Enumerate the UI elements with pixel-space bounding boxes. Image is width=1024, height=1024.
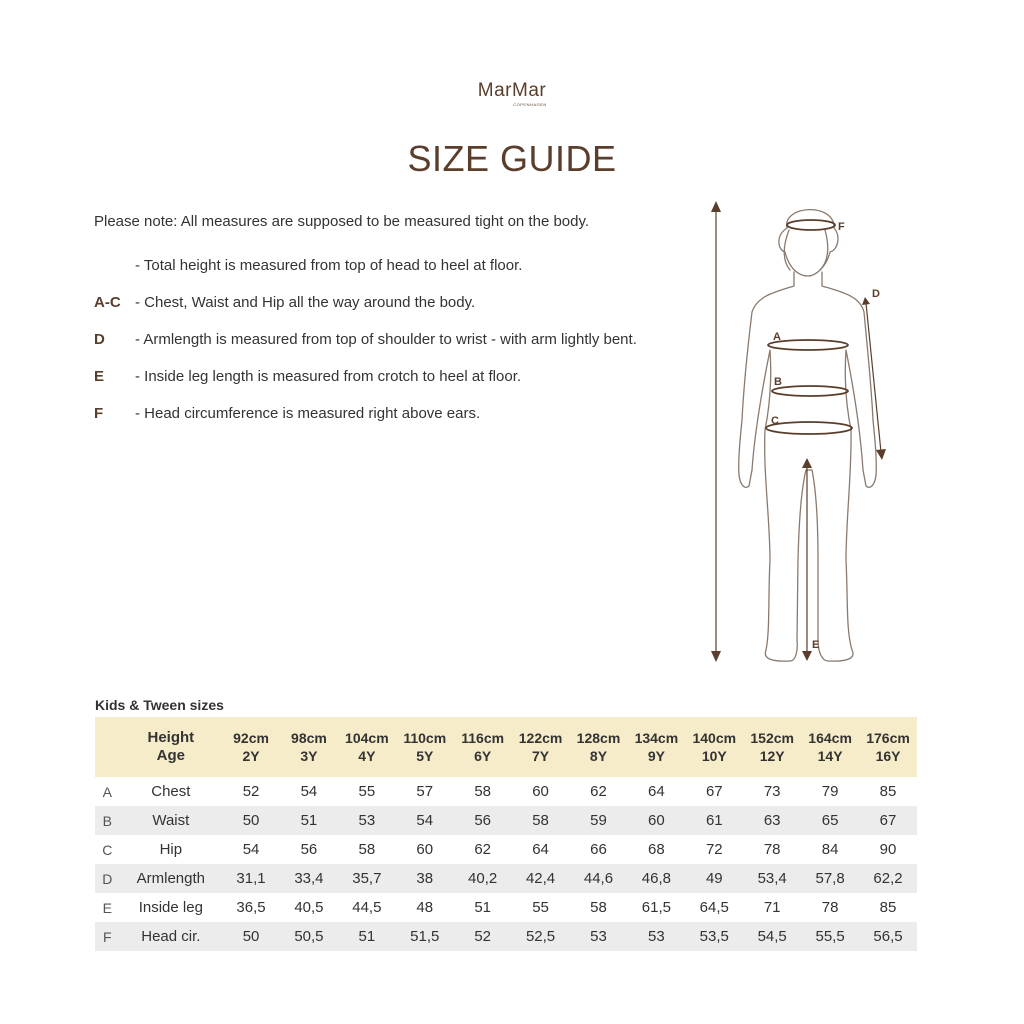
column-age: 6Y — [474, 748, 492, 764]
table-cell: 56,5 — [859, 922, 917, 951]
measurement-note: Please note: All measures are supposed to be measured tight on the body. — [94, 213, 590, 230]
row-code: E — [102, 899, 112, 916]
table-row-waist — [95, 806, 917, 835]
table-cell: 51,5 — [396, 922, 454, 951]
column-height: 92cm — [233, 730, 269, 746]
table-cell: 44,6 — [570, 864, 628, 893]
table-row-chest — [95, 777, 917, 806]
table-cell: 51 — [474, 899, 491, 916]
column-age: 16Y — [875, 748, 901, 764]
table-cell: 50,5 — [280, 922, 338, 951]
column-age: 4Y — [358, 748, 376, 764]
table-cell: 53,4 — [743, 864, 801, 893]
column-header — [570, 717, 628, 777]
table-cell: 31,1 — [222, 864, 280, 893]
table-cell: 78 — [821, 899, 839, 916]
column-header — [512, 717, 570, 777]
column-height: 152cm — [750, 730, 794, 746]
body-measurement-figure — [700, 195, 900, 670]
table-cell: 58 — [512, 806, 570, 835]
column-header — [280, 717, 338, 777]
column-height: 176cm — [866, 730, 910, 746]
column-age: 7Y — [532, 748, 550, 764]
label-f: F — [838, 221, 845, 233]
table-cell: 64 — [648, 783, 665, 800]
table-cell: 73 — [763, 783, 781, 800]
column-header — [801, 717, 859, 777]
table-cell: 67 — [705, 783, 723, 800]
header-age-label: Age — [156, 747, 185, 764]
table-cell: 57 — [416, 783, 434, 800]
row-code: A — [102, 783, 112, 800]
row-code: C — [102, 841, 113, 858]
label-c: C — [771, 415, 779, 427]
table-cell: 54 — [396, 806, 454, 835]
page-title: SIZE GUIDE — [407, 138, 617, 179]
table-cell: 55 — [532, 899, 549, 916]
table-cell: 53 — [338, 806, 396, 835]
column-header — [222, 717, 280, 777]
instruction-code: F — [94, 405, 104, 422]
table-cell: 36,5 — [236, 899, 266, 916]
header-label — [120, 717, 222, 777]
column-height: 122cm — [518, 730, 563, 746]
table-cell: 64 — [532, 841, 549, 858]
column-height: 116cm — [461, 730, 505, 746]
instruction-text: - Chest, Waist and Hip all the way around the body. — [135, 294, 476, 311]
table-cell: 44,5 — [352, 899, 382, 916]
column-age: 5Y — [416, 748, 434, 764]
column-height: 134cm — [634, 730, 679, 746]
table-cell: 50 — [222, 806, 280, 835]
label-d: D — [872, 288, 880, 300]
instruction-code: A-C — [94, 294, 121, 311]
column-header — [396, 717, 454, 777]
table-cell: 48 — [416, 899, 434, 916]
label-e: E — [812, 639, 820, 651]
row-label: Hip — [159, 841, 183, 858]
table-cell: 58 — [590, 899, 607, 916]
table-cell: 38 — [396, 864, 454, 893]
table-cell: 67 — [859, 806, 917, 835]
column-header — [454, 717, 512, 777]
table-cell: 61,5 — [641, 899, 671, 916]
table-cell: 63 — [743, 806, 801, 835]
table-cell: 51 — [338, 922, 396, 951]
table-cell: 61 — [685, 806, 743, 835]
instruction-text: - Total height is measured from top of head to heel at floor. — [135, 257, 523, 274]
column-header — [338, 717, 396, 777]
table-cell: 60 — [416, 841, 434, 858]
row-label: Inside leg — [138, 899, 203, 916]
row-code: D — [95, 864, 120, 893]
table-cell: 56 — [454, 806, 512, 835]
table-cell: 49 — [685, 864, 743, 893]
table-cell: 51 — [280, 806, 338, 835]
table-cell: 57,8 — [801, 864, 859, 893]
table-cell: 56 — [300, 841, 318, 858]
table-cell: 40,5 — [294, 899, 324, 916]
instruction-text: - Armlength is measured from top of shoulder to wrist - with arm lightly bent. — [135, 331, 637, 348]
brand-subtitle: COPENHAGEN — [513, 102, 547, 107]
table-cell: 64,5 — [699, 899, 729, 916]
label-b: B — [774, 376, 782, 388]
column-age: 9Y — [647, 748, 665, 764]
table-cell: 72 — [705, 841, 723, 858]
table-cell: 65 — [801, 806, 859, 835]
table-cell: 85 — [879, 783, 897, 800]
header-height-label: Height — [147, 729, 195, 746]
table-cell: 52 — [454, 922, 512, 951]
header-blank — [95, 717, 120, 777]
table-cell: 66 — [590, 841, 607, 858]
table-cell: 58 — [358, 841, 376, 858]
label-a: A — [773, 331, 781, 343]
column-height: 104cm — [345, 730, 389, 746]
table-cell: 52 — [242, 783, 260, 800]
table-row-head — [95, 922, 917, 951]
table-cell: 62,2 — [859, 864, 917, 893]
table-cell: 60 — [627, 806, 685, 835]
table-cell: 84 — [821, 841, 839, 858]
brand-name: MarMar — [477, 80, 547, 101]
table-cell: 52,5 — [512, 922, 570, 951]
table-cell: 55 — [358, 783, 376, 800]
row-label: Head cir. — [120, 922, 222, 951]
table-header-row — [95, 717, 917, 777]
table-cell: 46,8 — [627, 864, 685, 893]
instruction-code: E — [94, 368, 105, 385]
column-height: 140cm — [692, 730, 737, 746]
column-header — [685, 717, 743, 777]
table-cell: 53 — [627, 922, 685, 951]
brand-logo — [0, 80, 1024, 107]
table-cell: 54,5 — [743, 922, 801, 951]
table-cell: 54 — [242, 841, 260, 858]
column-height: 164cm — [808, 730, 852, 746]
head-band — [787, 220, 835, 230]
table-cell: 53,5 — [685, 922, 743, 951]
table-cell: 53 — [570, 922, 628, 951]
table-cell: 35,7 — [338, 864, 396, 893]
row-code: B — [95, 806, 120, 835]
table-cell: 54 — [300, 783, 318, 800]
table-row-hip — [95, 835, 917, 864]
table-cell: 68 — [648, 841, 665, 858]
table-caption: Kids & Tween sizes — [95, 697, 224, 713]
table-cell: 42,4 — [512, 864, 570, 893]
column-age: 2Y — [242, 748, 260, 764]
column-age: 3Y — [300, 748, 318, 764]
column-height: 128cm — [576, 730, 621, 746]
table-cell: 90 — [879, 841, 897, 858]
table-cell: 60 — [532, 783, 549, 800]
table-cell: 33,4 — [280, 864, 338, 893]
height-arrow — [711, 201, 721, 662]
column-height: 98cm — [291, 730, 327, 746]
row-label: Chest — [151, 783, 191, 800]
column-height: 110cm — [403, 730, 447, 746]
size-table — [95, 717, 917, 951]
column-age: 8Y — [589, 748, 608, 764]
table-cell: 71 — [763, 899, 781, 916]
table-cell: 78 — [763, 841, 781, 858]
column-header — [859, 717, 917, 777]
waist-band — [772, 386, 848, 396]
column-header — [743, 717, 801, 777]
table-cell: 62 — [590, 783, 607, 800]
row-label: Armlength — [120, 864, 222, 893]
table-row-inside-leg — [95, 893, 917, 922]
instruction-text: - Head circumference is measured right above ears. — [135, 405, 481, 422]
table-cell: 55,5 — [801, 922, 859, 951]
table-cell: 59 — [570, 806, 628, 835]
instruction-text: - Inside leg length is measured from crotch to heel at floor. — [135, 368, 522, 385]
row-code: F — [95, 922, 120, 951]
table-cell: 58 — [474, 783, 491, 800]
column-header — [627, 717, 685, 777]
table-cell: 50 — [222, 922, 280, 951]
table-cell: 79 — [821, 783, 839, 800]
column-age: 12Y — [759, 748, 785, 764]
column-age: 14Y — [817, 748, 843, 764]
instruction-code: D — [94, 331, 105, 348]
row-label: Waist — [120, 806, 222, 835]
inside-leg-arrow — [802, 458, 812, 661]
table-cell: 62 — [474, 841, 491, 858]
table-cell: 40,2 — [454, 864, 512, 893]
table-cell: 85 — [879, 899, 897, 916]
column-age: 10Y — [701, 748, 727, 764]
table-row-armlength — [95, 864, 917, 893]
